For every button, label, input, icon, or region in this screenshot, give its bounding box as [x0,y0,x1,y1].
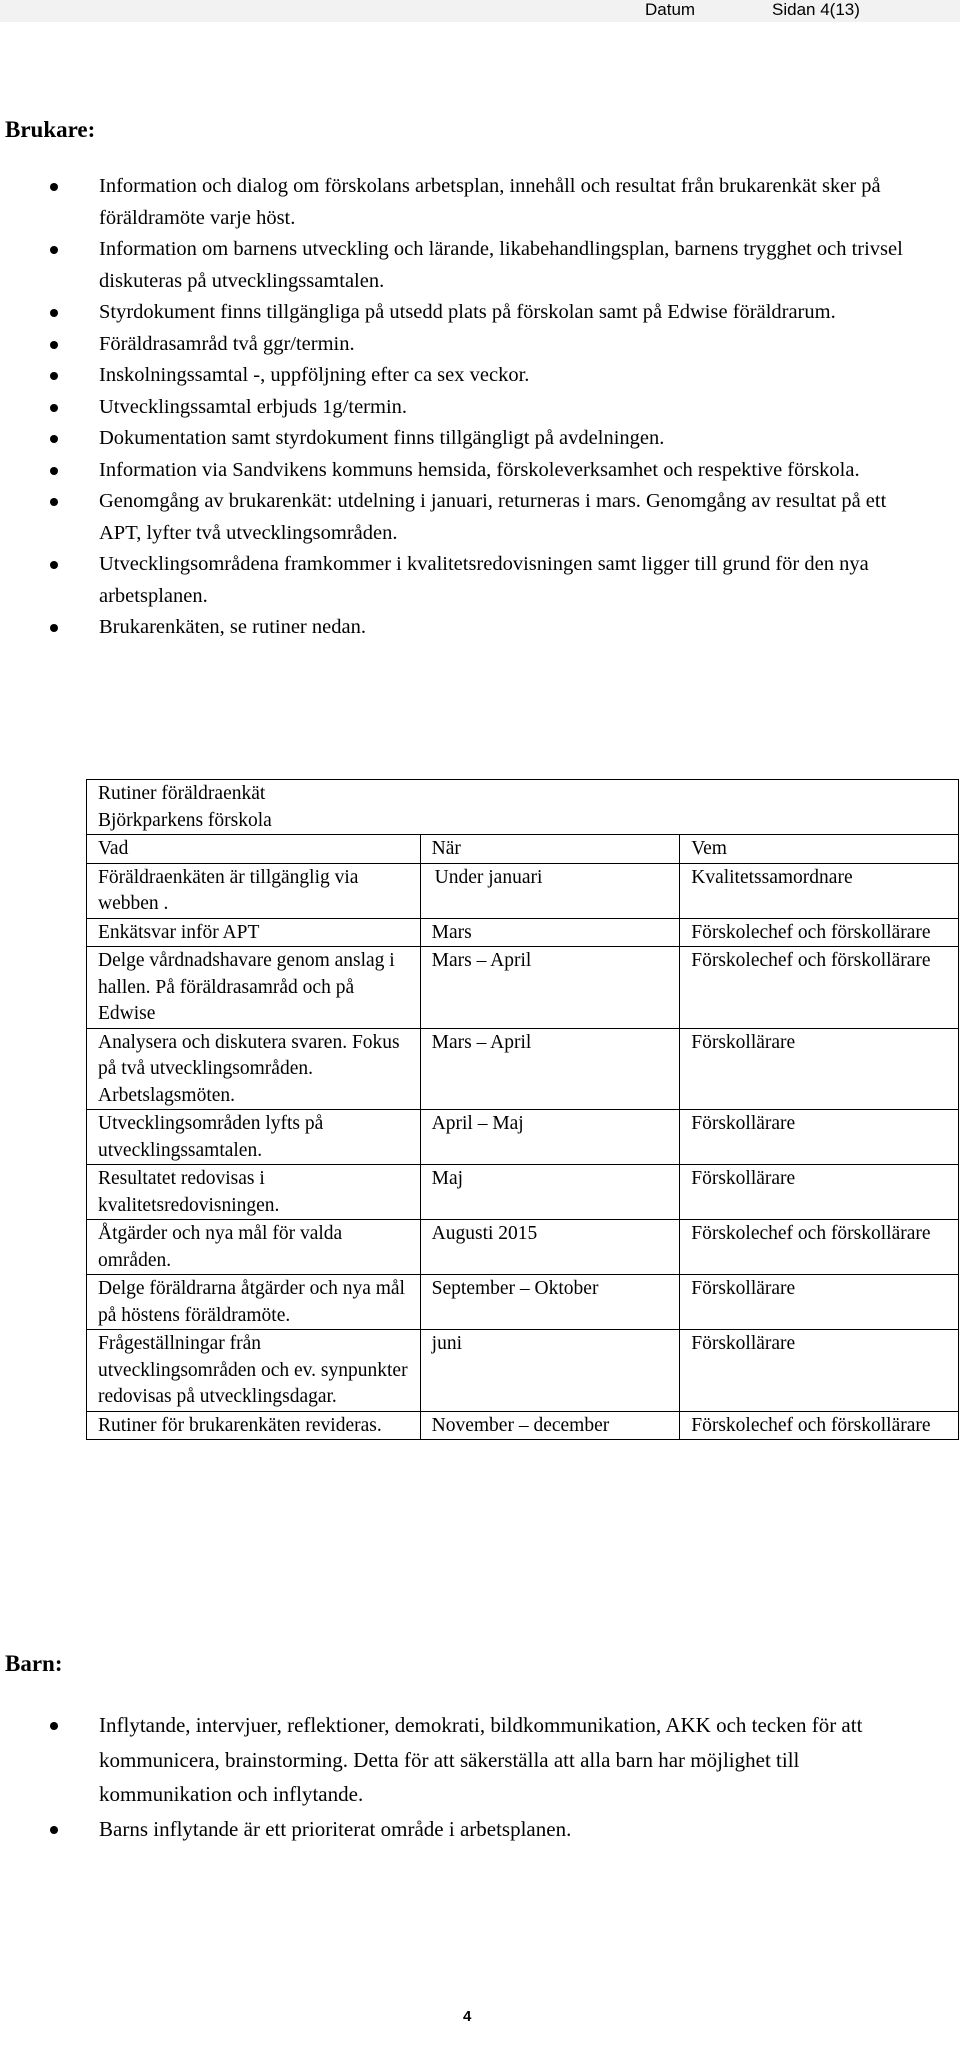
table-title-cell [87,780,959,835]
table-row [87,947,959,1029]
table-cell-nar: November – december [420,1411,680,1440]
table-row [87,1028,959,1110]
brukare-list [0,171,960,644]
barn-list [0,1708,960,1846]
table-cell-nar: Mars [420,918,680,947]
list-item: Styrdokument finns tillgängliga på utsedd plats på förskolan samt på Edwise föräldrarum. [0,297,960,329]
table-cell-vad: Åtgärder och nya mål för valda områden. [87,1220,421,1275]
table-cell-vad: Delge vårdnadshavare genom anslag i hallen. På föräldrasamråd och på Edwise [87,947,421,1029]
table-row [87,918,959,947]
list-item: Genomgång av brukarenkät: utdelning i januari, returneras i mars. Genomgång av resultat på ett APT, lyfter två utvecklingsområden. [0,486,960,549]
list-item: Barns inflytande är ett prioriterat område i arbetsplanen. [0,1812,960,1847]
table-cell-vem: Förskollärare [680,1275,959,1330]
table-cell-nar: Under januari [420,863,680,918]
table-row [87,1220,959,1275]
table-cell-nar: Augusti 2015 [420,1220,680,1275]
table-cell-nar: September – Oktober [420,1275,680,1330]
list-item: Föräldrasamråd två ggr/termin. [0,329,960,361]
table-cell-vad: Delge föräldrarna åtgärder och nya mål på höstens föräldramöte. [87,1275,421,1330]
table-subtitle: Björkparkens förskola [98,809,272,831]
table-cell-vem: Förskollärare [680,1165,959,1220]
list-item: Information och dialog om förskolans arbetsplan, innehåll och resultat från brukarenkät sker på föräldramöte varje höst. [0,171,960,234]
barn-heading: Barn: [5,1651,63,1676]
page-number: 4 [463,2008,472,2025]
table-cell-vad: Resultatet redovisas i kvalitetsredovisningen. [87,1165,421,1220]
column-header: Vem [680,835,959,864]
table-cell-nar: juni [420,1330,680,1412]
page-header [0,0,960,22]
table-cell-nar: Maj [420,1165,680,1220]
table-cell-vad: Frågeställningar från utvecklingsområden och ev. synpunkter redovisas på utvecklingsdagar. [87,1330,421,1412]
table-row [87,1330,959,1412]
table-header-row [87,835,959,864]
table-cell-vem: Kvalitetssamordnare [680,863,959,918]
table-cell-vad: Enkätsvar inför APT [87,918,421,947]
brukare-heading: Brukare: [5,117,96,142]
table-cell-nar: Mars – April [420,947,680,1029]
table-title-row [87,780,959,835]
table-cell-vem: Förskollärare [680,1110,959,1165]
column-header: När [420,835,680,864]
list-item: Dokumentation samt styrdokument finns tillgängligt på avdelningen. [0,423,960,455]
table-row [87,1165,959,1220]
column-header: Vad [87,835,421,864]
table-row [87,1275,959,1330]
list-item: Utvecklingssamtal erbjuds 1g/termin. [0,392,960,424]
list-item: Utvecklingsområdena framkommer i kvalitetsredovisningen samt ligger till grund för den nya arbetsplanen. [0,549,960,612]
list-item: Information via Sandvikens kommuns hemsida, förskoleverksamhet och respektive förskola. [0,455,960,487]
header-page-indicator: Sidan 4(13) [772,0,860,19]
header-date-label: Datum [645,0,696,19]
table-cell-nar: Mars – April [420,1028,680,1110]
list-item: Inskolningssamtal -, uppföljning efter ca sex veckor. [0,360,960,392]
table-row [87,863,959,918]
list-item: Information om barnens utveckling och lärande, likabehandlingsplan, barnens trygghet och trivsel diskuteras på utvecklingssamtalen. [0,234,960,297]
table-cell-vem: Förskollärare [680,1330,959,1412]
rutiner-table [86,779,959,1440]
table-cell-vem: Förskolechef och förskollärare [680,918,959,947]
table-title: Rutiner föräldraenkät [98,783,266,804]
table-row [87,1110,959,1165]
table-cell-vem: Förskolechef och förskollärare [680,1411,959,1440]
table-cell-nar: April – Maj [420,1110,680,1165]
table-cell-vem: Förskolechef och förskollärare [680,1220,959,1275]
table-cell-vad: Utvecklingsområden lyfts på utvecklingssamtalen. [87,1110,421,1165]
table-row [87,1411,959,1440]
table-cell-vad: Föräldraenkäten är tillgänglig via webben . [87,863,421,918]
table-cell-vem: Förskollärare [680,1028,959,1110]
list-item: Inflytande, intervjuer, reflektioner, demokrati, bildkommunikation, AKK och tecken för att kommunicera, brainstorming. Detta för att säkerställa att alla barn har möjlighet till kommunikation och inflytande. [0,1708,960,1812]
table-cell-vad: Rutiner för brukarenkäten revideras. [87,1411,421,1440]
table-cell-vem: Förskolechef och förskollärare [680,947,959,1029]
table-cell-vad: Analysera och diskutera svaren. Fokus på två utvecklingsområden. Arbetslagsmöten. [87,1028,421,1110]
list-item: Brukarenkäten, se rutiner nedan. [0,612,960,644]
